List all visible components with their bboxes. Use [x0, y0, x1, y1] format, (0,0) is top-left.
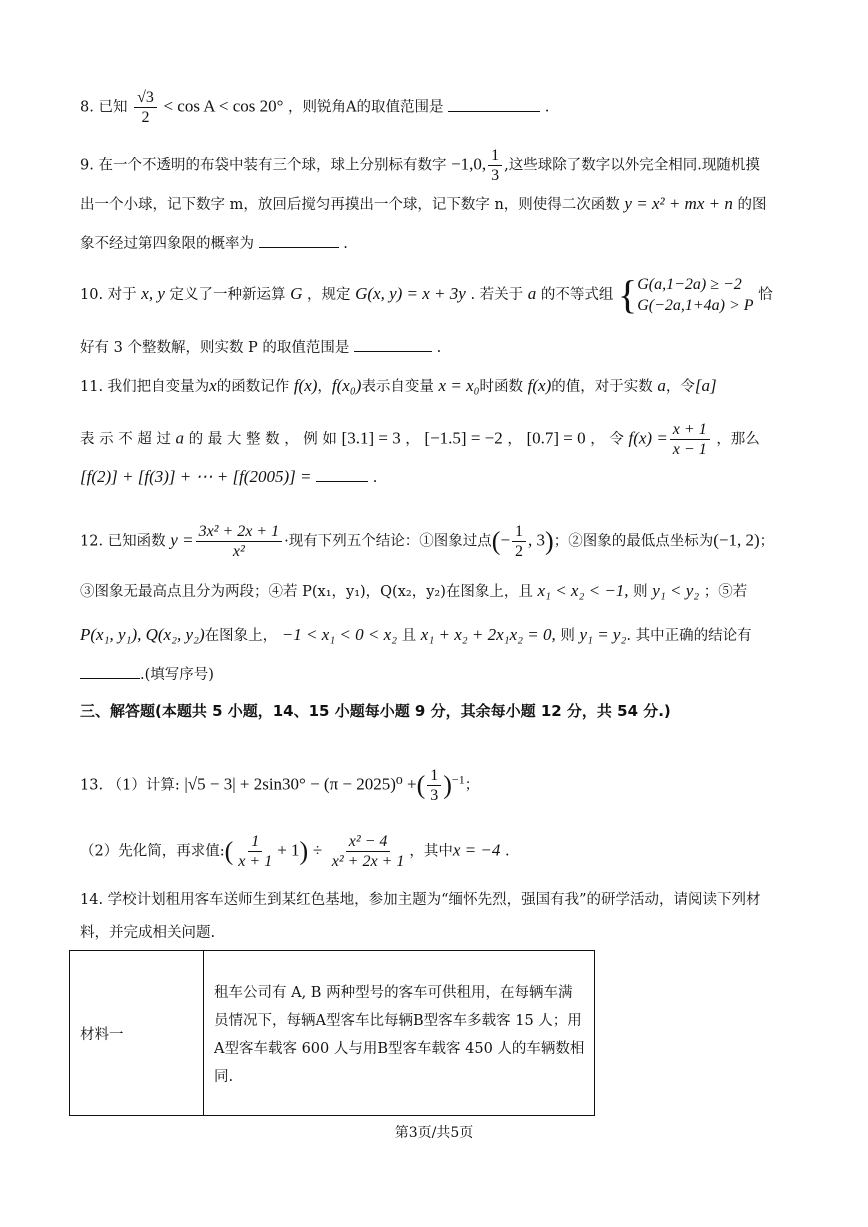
q13-frac-den: 3 [430, 787, 439, 804]
q12-and: 且 [401, 628, 417, 644]
q10-text-1d: . 若关于 [470, 287, 524, 303]
q10-end: . [436, 340, 442, 356]
question-9-line3 [80, 233, 792, 255]
question-11-line3 [80, 466, 792, 489]
q12-lowest-point: (−1, 2) [713, 530, 760, 550]
q9-text-1: 9. 在一个不透明的布袋中装有三个球，球上分别标有数字 [80, 157, 447, 174]
question-11-line2: 表 示 不 超 过 a 的 最 大 整 数 ， 例 如 [3.1] = 3 ， [−1.5] = −2 ， [0.7] = 0 ， 令 f(x) = $\frac{x + 1}{x - 1}$ ，那么 [80, 421, 760, 458]
q13-f1-den: x + 1 [238, 853, 273, 870]
q11-fx0: f(x₀) [331, 376, 362, 395]
q10-text-1: 10. 对于 [80, 287, 137, 303]
question-13-part1: 13. （1）计算: |√5 − 3| + 2sin30° − (π − 2025)⁰ +( $\frac{1}{3}$ )$^{-1}$； [80, 767, 480, 804]
q11-text-1e: 的值，对于实数 [551, 379, 653, 395]
section-3-heading: 三、解答题(本题共 5 小题，14、15 小题每小题 9 分，其余每小题 12 分，共 54 分.) [80, 702, 671, 720]
q12-frac-den: x² [232, 543, 245, 560]
q12-condition-2: −1 < x₁ < 0 < x₂ [281, 625, 398, 644]
q13-end: . [504, 843, 510, 860]
q9-numbers: −1,0, [451, 154, 487, 174]
q10-G: G [290, 284, 303, 303]
question-12-line1: 12. 已知函数 y = $\frac{\text{3x² + 2x + 1}}{\text{x²}}$ ·现有下列五个结论：①图象过点(− $\frac{1}{2}$ , 3)；②图象的最低点坐标为(−1, 2)； [80, 523, 775, 560]
q13-part1-end: ； [464, 777, 480, 794]
q11-sep: ， [317, 379, 332, 395]
q12-point-fraction [512, 522, 526, 561]
q12-text-1c: ；②图象的最低点坐标为 [553, 533, 714, 550]
q13-f1-num: 1 [248, 832, 262, 852]
q12-then-2: 则 [560, 628, 575, 644]
material-table [69, 950, 595, 1116]
question-14-line2: 料，并完成相关问题. [80, 925, 216, 941]
question-12-line4 [80, 664, 792, 686]
q12-points-pq: P(x₁, y₁), Q(x₂, y₂) [80, 625, 205, 644]
q13-x-value: x = −4 [452, 840, 501, 860]
q11-example-2: [−1.5] = −2 [424, 428, 503, 448]
q9-text-1-end: 这些球除了数字以外完全相同.现随机摸 [508, 157, 760, 174]
q10-text-1b: 定义了一种新运算 [169, 287, 286, 303]
q12-result-1: y₁ < y₂ [652, 581, 700, 600]
q9-text-3: 象不经过第四象限的概率为 [80, 236, 254, 252]
q12-result-2: y₁ = y₂ [579, 625, 627, 644]
q10-definition: G(x, y) = x + 3y [355, 284, 466, 303]
q11-text-2d: ，那么 [716, 431, 760, 448]
q11-text-1: 11. 我们把自变量为 [80, 379, 210, 395]
one-third-fraction: $\frac{1}{3}$ [488, 146, 502, 185]
q11-frac-num: x + 1 [670, 420, 710, 440]
q9-text-2-end: 的图 [737, 197, 767, 213]
q11-fraction [670, 420, 710, 459]
q11-text-2c: ， 令 [590, 431, 624, 448]
q10-a: a [527, 284, 537, 303]
q12-text-2b: ；⑤若 [703, 584, 748, 600]
question-12-line2 [80, 580, 792, 603]
q8-end: . [544, 99, 550, 116]
q9-function: y = x² + mx + n [624, 194, 733, 213]
q11-text-1d: 时函数 [479, 379, 524, 395]
q10-text-1f: 恰 [758, 287, 773, 303]
q12-text-3b: . 其中正确的结论有 [626, 628, 752, 644]
q13-expression-1: |√5 − 3| + 2sin30° − (π − 2025)⁰ + [184, 774, 417, 794]
q11-text-1c: 表示自变量 [361, 379, 434, 395]
q12-point-num: 1 [512, 522, 526, 542]
q8-label: 8. 已知 [80, 99, 128, 116]
q9-end: . [343, 236, 348, 252]
q12-answer-blank [80, 678, 140, 679]
q13-part2-label: （2）先化简，再求值: [80, 843, 225, 860]
q12-text-3: 在图象上， [204, 628, 278, 644]
q11-text-1b: 的函数记作 [216, 379, 290, 395]
q11-floor-a: [a] [694, 376, 717, 395]
q12-text-1b: ·现有下列五个结论：①图象过点 [284, 533, 492, 550]
q13-f2-den: x² + 2x + 1 [331, 853, 405, 870]
q13-exponent: −1 [451, 772, 465, 787]
q10-ineq-2: G(−2a,1+4a) > P [637, 297, 754, 314]
q12-then-1: 则 [633, 584, 648, 600]
q13-divide: ÷ [312, 840, 323, 860]
inequality-system [637, 274, 753, 316]
q13-part2-text: ，其中 [409, 843, 453, 860]
q12-point-den: 2 [515, 543, 524, 560]
question-10-line2 [80, 337, 792, 359]
question-8 [80, 88, 792, 127]
q11-frac-den: x − 1 [672, 441, 707, 458]
system-brace: { [617, 272, 638, 317]
q11-fx: f(x) [293, 376, 318, 395]
question-14-line1: 14. 学校计划租用客车送师生到某红色基地，参加主题为“缅怀先烈，强国有我”的研学活动，请阅读下列材 [80, 892, 761, 908]
q12-y: y = [170, 530, 194, 550]
q11-answer-blank [316, 481, 368, 482]
q8-text: ，则锐角A的取值范围是 [288, 99, 444, 116]
question-13-part2: （2）先化简，再求值:( $\frac{1}{x + 1}$ + 1) ÷ $\frac{\text{x² − 4}}{\text{x² + 2x + 1}}$ ，其中x = −4 . [80, 833, 510, 870]
q9-text-2: 出一个小球，记下数字 m，放回后搅匀再摸出一个球，记下数字 n，则使得二次函数 [80, 197, 620, 213]
q11-end: . [372, 470, 378, 486]
q13-frac-num: 1 [427, 766, 441, 786]
question-9-line2 [80, 193, 792, 216]
q10-text-1e: 的不等式组 [540, 287, 614, 303]
q10-text-2: 好有 3 个整数解，则实数 P 的取值范围是 [80, 340, 350, 356]
q13-f2-num: x² − 4 [346, 832, 391, 852]
question-12-line3 [80, 624, 792, 647]
q8-inequality: < cos A < cos 20° [163, 96, 284, 116]
q13-part1-label: 13. （1）计算: [80, 777, 180, 794]
q12-condition-3: x₁ + x₂ + 2x₁x₂ = 0, [420, 625, 556, 644]
material-1-text: 租车公司有 A, B 两种型号的客车可供租用，在每辆车满员情况下，每辆A型客车比每辆B型客车多载客 15 人；用A型客车载客 600 人与用B型客车载客 450 人的车辆数相同. [214, 985, 585, 1085]
material-1-label: 材料一 [70, 951, 204, 1115]
q11-fdef: f(x) = [628, 428, 668, 448]
q11-a: a [657, 376, 666, 395]
q11-text-2b: 的 最 大 整 数 ， 例 如 [188, 431, 337, 448]
q13-one-third [427, 766, 441, 805]
q11-text-2: 表 示 不 超 过 [80, 431, 171, 448]
q11-example-1: [3.1] = 3 [341, 428, 401, 448]
q11-x-eq-x0: x = x₀ [438, 376, 480, 395]
q10-answer-blank [354, 351, 432, 352]
q11-x: x [209, 376, 217, 395]
q10-ineq-1: G(a,1−2a) ≥ −2 [637, 276, 742, 293]
q13-plus-one: + 1 [277, 840, 300, 860]
sqrt3-over-2-fraction: $\frac{√3}{2}$ [134, 88, 157, 127]
q11-example-3: [0.7] = 0 [526, 428, 586, 448]
q12-text-4: .(填写序号) [140, 667, 214, 683]
question-11-line1: 11. 我们把自变量为x的函数记作 f(x)，f(x₀)表示自变量 x = x₀时函数 f(x)的值，对于实数 a，令[a] [80, 376, 717, 395]
question-10-line1 [80, 274, 792, 316]
question-9-line1: 9. 在一个不透明的布袋中装有三个球，球上分别标有数字 −1,0, $\frac{1}{3}$ ,这些球除了数字以外完全相同.现随机摸 [80, 147, 760, 184]
q10-text-1c: ，规定 [306, 287, 351, 303]
q12-function-fraction [196, 522, 283, 561]
q12-text-1d: ； [759, 533, 775, 550]
q9-answer-blank [259, 247, 339, 248]
q12-frac-num: 3x² + 2x + 1 [196, 522, 283, 542]
q12-condition-1: x₁ < x₂ < −1, [537, 581, 629, 600]
q12-point-end: , 3 [528, 530, 546, 550]
q12-text-2: ③图象无最高点且分为两段；④若 P(x₁，y₁)，Q(x₂，y₂)在图象上，且 [80, 584, 533, 600]
q11-floor-sum: [f(2)] + [f(3)] + ⋯ + [f(2005)] = [80, 467, 312, 486]
q13-fraction-2 [329, 832, 408, 871]
page-footer: 第3页/共5页 [394, 1125, 474, 1141]
q8-answer-blank [448, 111, 540, 112]
q13-fraction-1 [235, 832, 275, 871]
q12-text-1: 12. 已知函数 [80, 533, 166, 550]
q11-text-1f: ，令 [665, 379, 695, 395]
q10-vars: x, y [141, 284, 165, 303]
